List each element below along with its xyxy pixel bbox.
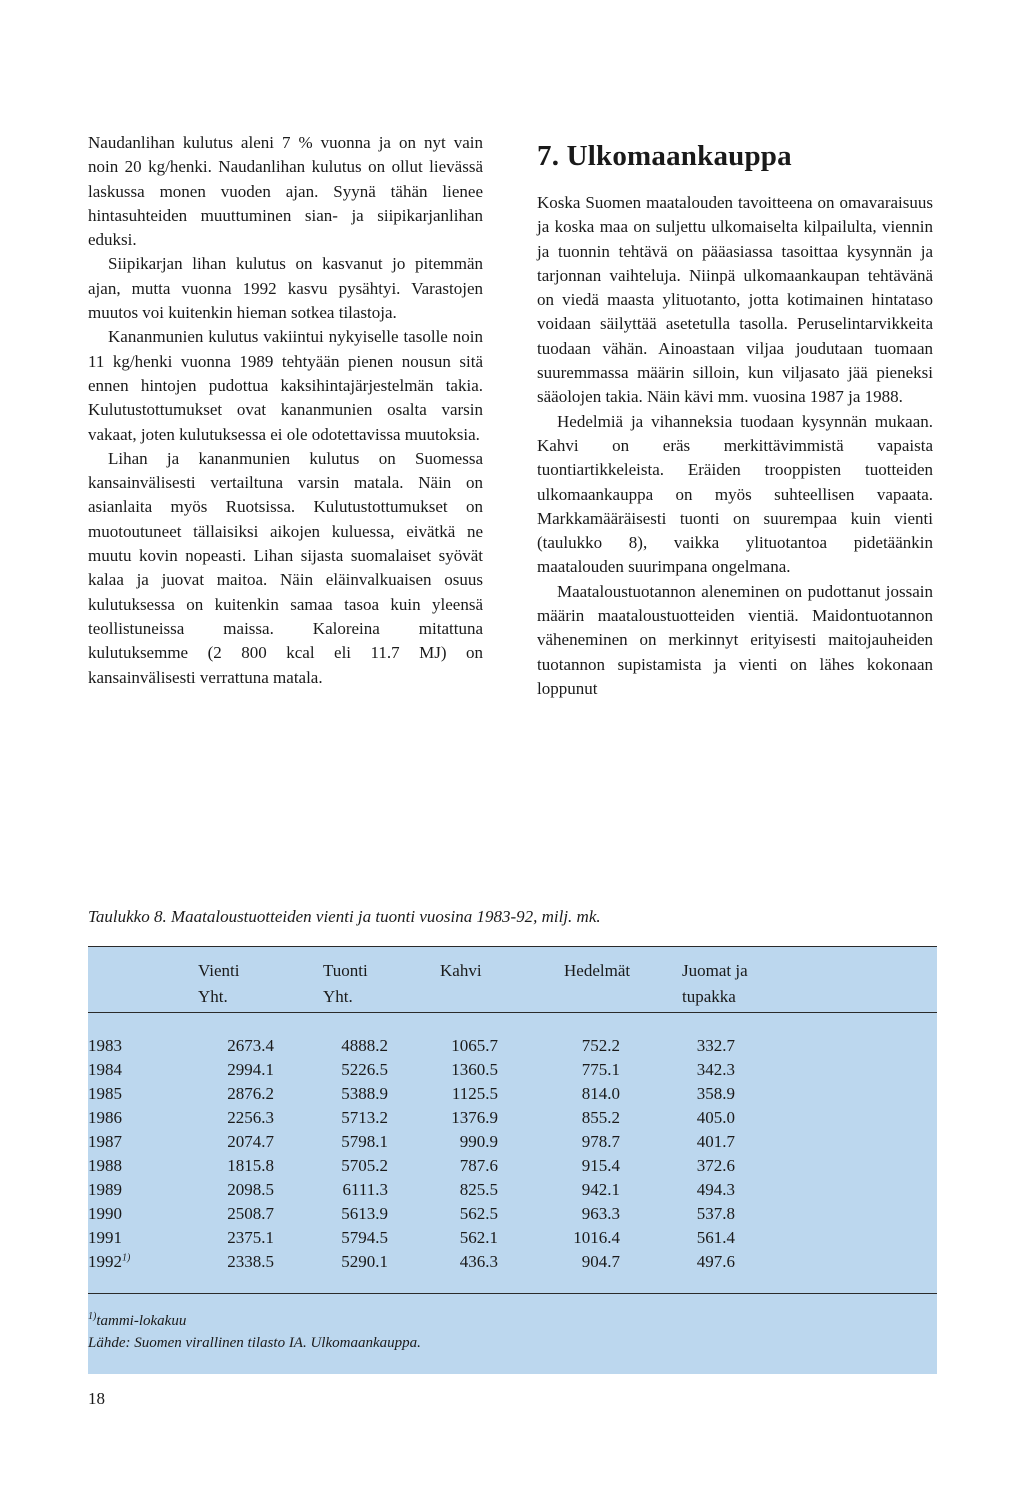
table-footnote: $^{1)}$tammi-lokakuu: [88, 1311, 187, 1329]
table-source: Lähde: Suomen virallinen tilasto IA. Ulkomaankauppa.: [88, 1335, 421, 1351]
cell-juomat: 358.9: [696, 1084, 735, 1103]
cell-vienti: 2375.1: [227, 1228, 274, 1247]
cell-kahvi: 787.6: [459, 1156, 498, 1175]
paragraph: Kananmunien kulutus vakiintui nykyiselle tasolle noin 11 kg/henki vuonna 1989 tehtyään pienen nousun sitä ennen hintojen pudottua kaksihintajärjestelmän takia. Kulutustottumukset ovat kananmunien osalta varsin vakaat, joten kulutuksessa ei ole odotettavissa muutoksia.: [88, 327, 483, 444]
cell-hedelmat: 855.2: [581, 1108, 620, 1127]
cell-tuonti: 5713.2: [341, 1108, 388, 1127]
cell-hedelmat: 904.7: [581, 1252, 620, 1271]
cell-juomat: 405.0: [696, 1108, 735, 1127]
page-number: 18: [88, 1389, 105, 1408]
table-row: [88, 1132, 937, 1156]
cell-vienti: 2256.3: [227, 1108, 274, 1127]
cell-tuonti: 5226.5: [341, 1060, 388, 1079]
cell-hedelmat: 752.2: [581, 1036, 620, 1055]
cell-year: 1985: [88, 1084, 122, 1103]
cell-tuonti: 6111.3: [342, 1180, 388, 1199]
cell-year: 1986: [88, 1108, 122, 1127]
cell-hedelmat: 978.7: [581, 1132, 620, 1151]
cell-vienti: 2338.5: [227, 1252, 274, 1271]
cell-kahvi: 436.3: [459, 1252, 498, 1271]
cell-hedelmat: 915.4: [581, 1156, 620, 1175]
paragraph: Hedelmiä ja vihanneksia tuodaan kysynnän mukaan. Kahvi on eräs merkittävimmistä vapaista tuontiartikkeleista. Eräiden trooppisten tuotteiden ulkomaankauppa on myös suhteellisen vapaata. Markkamääräisesti tuonti on suurempaa kuin vienti (taulukko 8), vaikka ylituotantoa pidetäänkin maatalouden suurimpana ongelmana.: [537, 411, 933, 577]
table-rule-header: [88, 1012, 937, 1013]
paragraph: Lihan ja kananmunien kulutus on Suomessa kansainvälisesti vertailtuna varsin matala. Näin on asianlaita myös Ruotsissa. Kulutustottumukset on muotoutuneet tällaisiksi aikojen kuluessa, eivätkä ne muutu kovin nopeasti. Lihan sijasta suomalaiset syövät kalaa ja juovat maitoa. Näin eläinvalkuaisen osuus kulutuksessa on kuitenkin samaa tasoa kuin yleensä teollistuneissa maissa. Kaloreina mitattuna kulutuksemme (2 800 kcal eli 11.7 MJ) on kansainvälisesti verrattuna matala.: [88, 448, 483, 687]
cell-juomat: 561.4: [696, 1228, 735, 1247]
header-vienti: Vienti Yht.: [198, 961, 240, 1006]
cell-year: 1987: [88, 1132, 122, 1151]
paragraph: Naudanlihan kulutus aleni 7 % vuonna ja on nyt vain noin 20 kg/henki. Naudanlihan kulutus on ollut lievässä laskussa monen vuoden ajan. Syynä tähän lienee hintasuhteiden muuttuminen sian- ja siipikarjanlihan eduksi.: [88, 133, 483, 250]
table-row: [88, 1060, 937, 1084]
cell-tuonti: 4888.2: [341, 1036, 388, 1055]
cell-juomat: 332.7: [696, 1036, 735, 1055]
cell-kahvi: 562.5: [459, 1204, 498, 1223]
cell-juomat: 494.3: [696, 1180, 735, 1199]
cell-hedelmat: 963.3: [581, 1204, 620, 1223]
cell-vienti: 2508.7: [227, 1204, 274, 1223]
cell-hedelmat: 814.0: [581, 1084, 620, 1103]
table-row: [88, 1084, 937, 1108]
cell-vienti: 2074.7: [227, 1132, 274, 1151]
header-juomat: Juomat ja tupakka: [682, 961, 748, 1006]
cell-kahvi: 1376.9: [451, 1108, 498, 1127]
table-rule-top: [88, 946, 937, 947]
cell-vienti: 2994.1: [227, 1060, 274, 1079]
cell-kahvi: 1360.5: [451, 1060, 498, 1079]
section-heading: 7. Ulkomaankauppa: [537, 140, 792, 172]
cell-kahvi: 990.9: [459, 1132, 498, 1151]
cell-tuonti: 5794.5: [341, 1228, 388, 1247]
cell-tuonti: 5798.1: [341, 1132, 388, 1151]
cell-year: 1991: [88, 1228, 122, 1247]
paragraph: Maataloustuotannon aleneminen on pudottanut jossain määrin maataloustuotteiden vientiä. Maidontuotannon väheneminen on merkinnyt erityisesti maitojauheiden tuotannon supistamista ja vienti on lähes kokonaan loppunut: [537, 581, 933, 698]
cell-juomat: 497.6: [696, 1252, 735, 1271]
cell-vienti: 1815.8: [227, 1156, 274, 1175]
cell-hedelmat: 942.1: [581, 1180, 620, 1199]
data-table: [88, 946, 937, 1374]
cell-hedelmat: 775.1: [581, 1060, 620, 1079]
cell-tuonti: 5290.1: [341, 1252, 388, 1271]
cell-year: 1990: [88, 1204, 122, 1223]
cell-juomat: 401.7: [696, 1132, 735, 1151]
cell-kahvi: 1125.5: [451, 1084, 498, 1103]
table-row: [88, 1180, 937, 1204]
cell-vienti: 2876.2: [227, 1084, 274, 1103]
right-text-column: [537, 131, 933, 701]
header-kahvi: Kahvi: [440, 961, 482, 980]
cell-tuonti: 5388.9: [341, 1084, 388, 1103]
cell-juomat: 537.8: [696, 1204, 735, 1223]
cell-year: 1989: [88, 1180, 122, 1199]
table-row: [88, 1228, 937, 1252]
cell-year: 1983: [88, 1036, 122, 1055]
table-row: [88, 1204, 937, 1228]
cell-tuonti: 5705.2: [341, 1156, 388, 1175]
table-row: [88, 1108, 937, 1132]
header-hedelmat: Hedelmät: [564, 961, 631, 980]
cell-kahvi: 562.1: [459, 1228, 498, 1247]
left-text-column: [88, 131, 483, 690]
table-rule-bottom: [88, 1293, 937, 1294]
cell-year: 1992$^{1)}$: [88, 1252, 131, 1271]
cell-tuonti: 5613.9: [341, 1204, 388, 1223]
table-row: [88, 1252, 937, 1276]
paragraph: Koska Suomen maatalouden tavoitteena on omavaraisuus ja koska maa on suljettu ulkomaiselta kilpailulta, viennin ja tuonnin tehtävä on pääasiassa tasoittaa kysynnän ja tarjonnan vaihteluja. Niinpä ulkomaankaupan tehtävänä on viedä maasta ylituotanto, jotta kotimainen hintataso voidaan säilyttää asetetulla tasolla. Peruselintarvikkeita tuodaan vähän. Ainoastaan viljaa joudutaan tuomaan suuremmassa määrin silloin, kun viljasato jää pieneksi sääolojen takia. Näin kävi mm. vuosina 1987 ja 1988.: [537, 193, 933, 407]
cell-vienti: 2673.4: [227, 1036, 274, 1055]
table-row: [88, 1036, 937, 1060]
cell-vienti: 2098.5: [227, 1180, 274, 1199]
cell-kahvi: 1065.7: [451, 1036, 498, 1055]
table-row: [88, 1156, 937, 1180]
table-caption: Taulukko 8. Maataloustuotteiden vienti ja tuonti vuosina 1983-92, milj. mk.: [88, 907, 601, 926]
cell-juomat: 372.6: [696, 1156, 735, 1175]
paragraph: Siipikarjan lihan kulutus on kasvanut jo pitemmän ajan, mutta vuonna 1992 kasvu pysähtyi. Varastojen muutos voi kuitenkin hieman sotkea tilastoja.: [88, 254, 483, 323]
header-tuonti: Tuonti Yht.: [323, 961, 368, 1006]
cell-year: 1988: [88, 1156, 122, 1175]
cell-hedelmat: 1016.4: [573, 1228, 620, 1247]
cell-kahvi: 825.5: [459, 1180, 498, 1199]
cell-juomat: 342.3: [696, 1060, 735, 1079]
cell-year: 1984: [88, 1060, 122, 1079]
